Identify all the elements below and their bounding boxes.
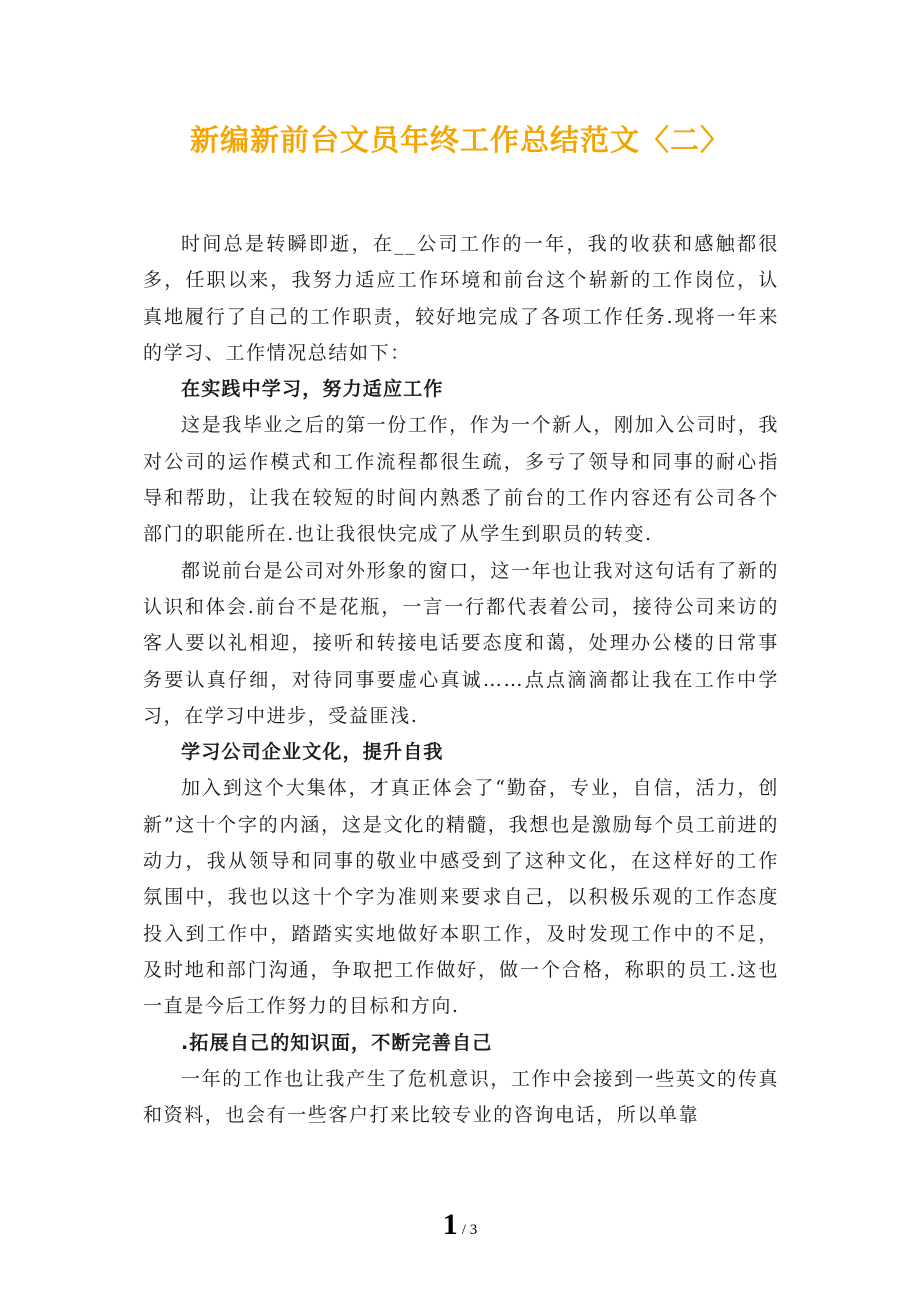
paragraph-culture: 加入到这个大集体，才真正体会了“勤奋，专业，自信，活力，创新”这十个字的内涵，这是文化的精髓，我想也是激励每个员工前进的动力，我从领导和同事的敬业中感受到了这种文化，在这样好的工作氛围中，我也以这十个字为准则来要求自己，以积极乐观的工作态度投入到工作中，踏踏实实地做好本职工作，及时发现工作中的不足，及时地和部门沟通，争取把工作做好，做一个合格，称职的员工.这也一直是今后工作努力的目标和方向.	[143, 777, 779, 1018]
page-total: / 3	[461, 1222, 478, 1238]
paragraph-knowledge: 一年的工作也让我产生了危机意识，工作中会接到一些英文的传真和资料，也会有一些客户打来比较专业的咨询电话，所以单靠	[143, 1067, 779, 1127]
document-title: 新编新前台文员年终工作总结范文〈二〉	[189, 123, 730, 157]
paragraph-first-job: 这是我毕业之后的第一份工作，作为一个新人，刚加入公司时，我对公司的运作模式和工作流程都很生疏，多亏了领导和同事的耐心指导和帮助，让我在较短的时间内熟悉了前台的工作内容还有公司各个部门的职能所在.也让我很快完成了从学生到职员的转变.	[143, 414, 779, 546]
page-footer	[0, 1208, 920, 1242]
document-body	[143, 226, 779, 1133]
page-number: 1	[442, 1208, 458, 1241]
section-heading-culture: 学习公司企业文化，提升自我	[181, 741, 444, 764]
section-heading-knowledge: .拓展自己的知识面，不断完善自己	[181, 1031, 493, 1054]
paragraph-front-desk: 都说前台是公司对外形象的窗口，这一年也让我对这句话有了新的认识和体会.前台不是花瓶，一言一行都代表着公司，接待公司来访的客人要以礼相迎，接听和转接电话要态度和蔼，处理办公楼的日常事务要认真仔细，对待同事要虚心真诚……点点滴滴都让我在工作中学习，在学习中进步，受益匪浅.	[143, 559, 779, 727]
section-heading-practice: 在实践中学习，努力适应工作	[181, 378, 444, 401]
paragraph-intro: 时间总是转瞬即逝，在__公司工作的一年，我的收获和感触都很多，任职以来，我努力适应工作环境和前台这个崭新的工作岗位，认真地履行了自己的工作职责，较好地完成了各项工作任务.现将一年来的学习、工作情况总结如下：	[143, 233, 779, 364]
